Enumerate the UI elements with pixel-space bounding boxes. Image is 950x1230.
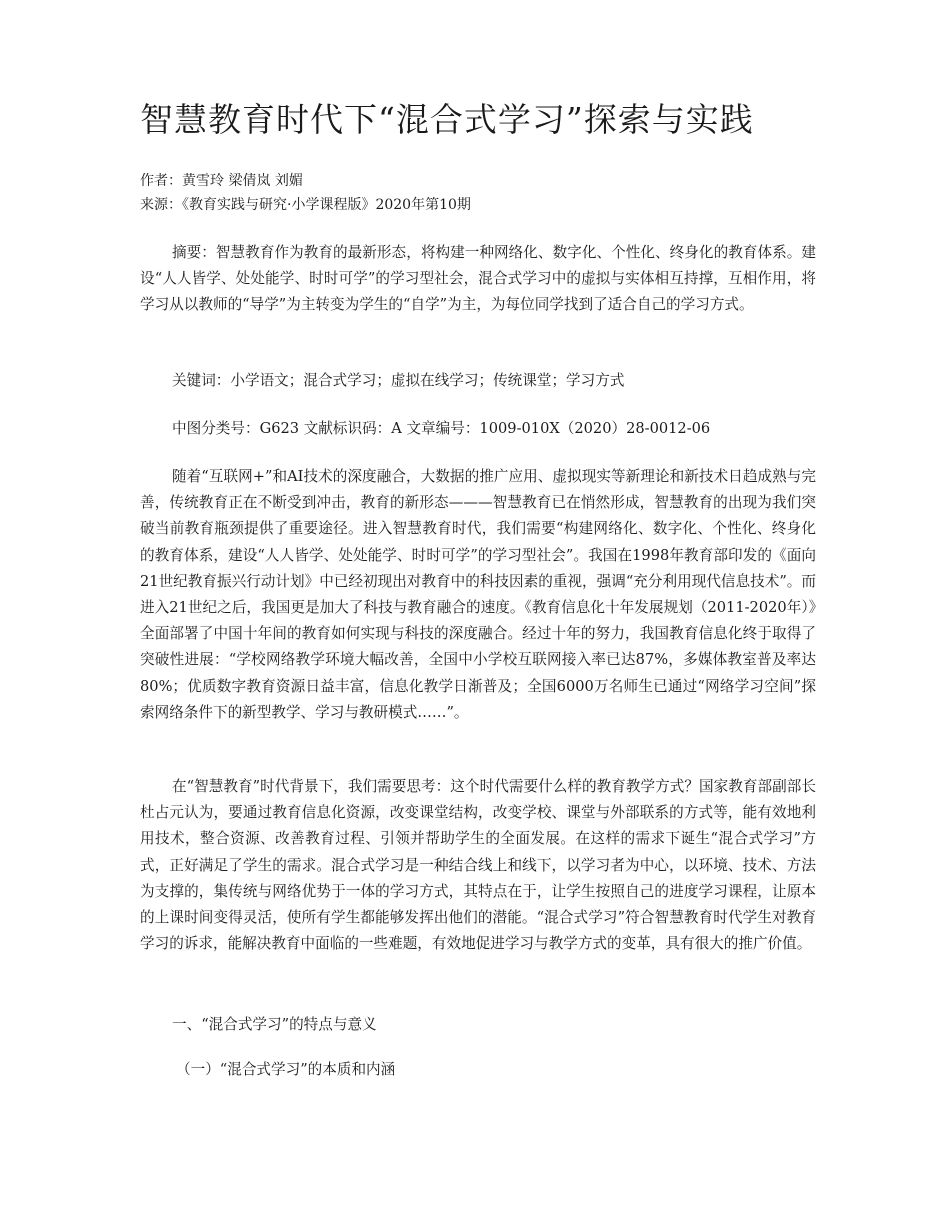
- body-paragraph: 在“智慧教育”时代背景下，我们需要思考：这个时代需要什么样的教育教学方式？国家教育部副部长杜占元认为，要通过教育信息化资源，改变课堂结构，改变学校、课堂与外部联系的方式等，能有效地利用技术，整合资源、改善教育过程、引领并帮助学生的全面发展。在这样的需求下诞生“混合式学习”方式，正好满足了学生的需求。混合式学习是一种结合线上和线下，以学习者为中心，以环境、技术、方法为支撑的，集传统与网络优势于一体的学习方式，其特点在于，让学生按照自己的进度学习课程，让原本的上课时间变得灵活，使所有学生都能够发挥出他们的潜能。“混合式学习”符合智慧教育时代学生对教育学习的诉求，能解决教育中面临的一些难题，有效地促进学习与教学方式的变革，具有很大的推广价值。: [140, 778, 816, 953]
- article-title: 智慧教育时代下“混合式学习”探索与实践: [140, 100, 754, 139]
- abstract-paragraph: 摘要：智慧教育作为教育的最新形态，将构建一种网络化、数字化、个性化、终身化的教育体系。建设“人人皆学、处处能学、时时可学”的学习型社会，混合式学习中的虚拟与实体相互持撑，互相作用，将学习从以教师的“导学”为主转变为学生的“自学”为主，为每位同学找到了适合自己的学习方式。: [140, 244, 816, 314]
- classification-line: 中图分类号：G623 文献标识码：A 文章编号：1009-010X（2020）28-0012-06: [172, 420, 711, 437]
- keywords-line: 关键词：小学语文；混合式学习；虚拟在线学习；传统课堂；学习方式: [172, 372, 625, 389]
- section-heading: 一、“混合式学习”的特点与意义: [172, 1016, 377, 1033]
- source-line: 来源：《教育实践与研究·小学课程版》2020年第10期: [140, 197, 471, 213]
- body-paragraph: 随着“互联网+”和AI技术的深度融合，大数据的推广应用、虚拟现实等新理论和新技术日趋成熟与完善，传统教育正在不断受到冲击，教育的新形态———智慧教育已在悄然形成，智慧教育的出现为我们突破当前教育瓶颈提供了重要途径。进入智慧教育时代，我们需要“构建网络化、数字化、个性化、终身化的教育体系，建设“人人皆学、处处能学、时时可学”的学习型社会”。我国在1998年教育部印发的《面向21世纪教育振兴行动计划》中已经初现出对教育中的科技因素的重视，强调“充分利用现代信息技术”。而进入21世纪之后，我国更是加大了科技与教育融合的速度。《教育信息化十年发展规划（2011-2020年）》全面部署了中国十年间的教育如何实现与科技的深度融合。经过十年的努力，我国教育信息化终于取得了突破性进展：“学校网络教学环境大幅改善，全国中小学校互联网接入率已达87%，多媒体教室普及率达80%；优质数字教育资源日益丰富，信息化教学日渐普及；全国6000万名师生已通过“网络学习空间”探索网络条件下的新型教学、学习与教研模式……”。: [140, 468, 816, 721]
- author-line: 作者：黄雪玲 梁倩岚 刘媚: [140, 173, 303, 189]
- subsection-heading: （一）“混合式学习”的本质和内涵: [176, 1061, 396, 1078]
